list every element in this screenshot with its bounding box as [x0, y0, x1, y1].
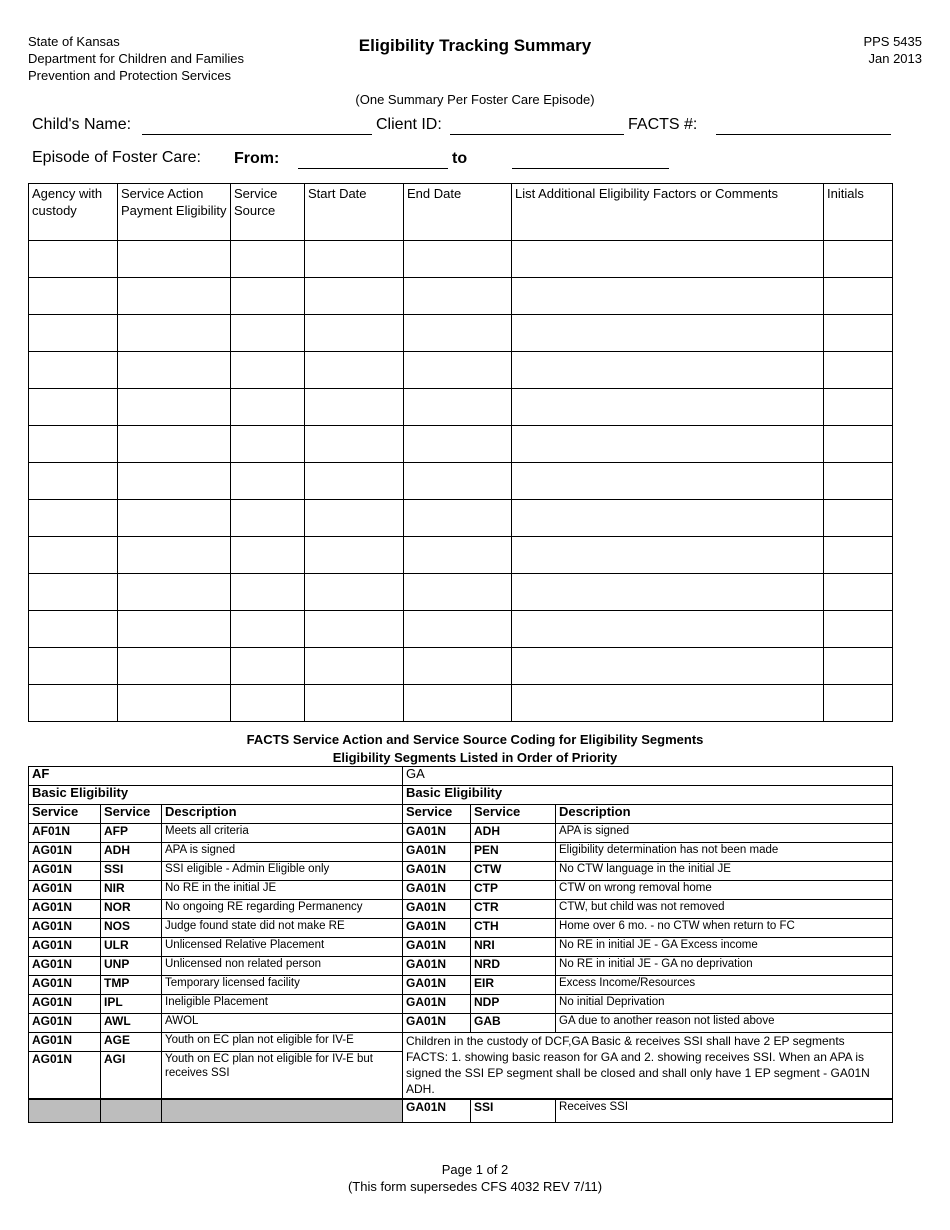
- code-row: [29, 900, 893, 919]
- tracking-cell[interactable]: [824, 648, 893, 685]
- tracking-row: [29, 500, 893, 537]
- af-blank-shaded: [29, 1099, 101, 1123]
- af-service-source: NIR: [101, 881, 162, 900]
- af-service-action: AG01N: [29, 1052, 101, 1100]
- ga-description: APA is signed: [556, 824, 893, 843]
- af-service-source: NOS: [101, 919, 162, 938]
- af-description: SSI eligible - Admin Eligible only: [162, 862, 403, 881]
- code-row: [29, 995, 893, 1014]
- tracking-cell[interactable]: [29, 389, 118, 426]
- ga-ssi-note: Children in the custody of DCF,GA Basic & receives SSI shall have 2 EP segments FACTS: 1. showing basic reason for GA and 2. showing receives SSI. When an APA is signed the SSI EP segment shall be closed and shall only have 1 EP segment - GA01N ADH.: [403, 1033, 893, 1100]
- af-description: No ongoing RE regarding Permanency: [162, 900, 403, 919]
- ga-service-action: GA01N: [403, 1099, 471, 1123]
- af-service-source: NOR: [101, 900, 162, 919]
- tracking-cell[interactable]: [305, 352, 404, 389]
- client-id-label: Client ID:: [376, 116, 442, 133]
- af-service-source: TMP: [101, 976, 162, 995]
- header-start-date: Start Date: [305, 184, 404, 241]
- af-service-action: AG01N: [29, 862, 101, 881]
- tracking-cell[interactable]: [404, 500, 512, 537]
- tracking-cell[interactable]: [231, 500, 305, 537]
- tracking-cell[interactable]: [231, 574, 305, 611]
- header-agency: Agency with custody: [29, 184, 118, 241]
- tracking-cell[interactable]: [404, 685, 512, 722]
- code-row: [29, 881, 893, 900]
- af-description: Temporary licensed facility: [162, 976, 403, 995]
- ga-service-action: GA01N: [403, 881, 471, 900]
- header-comments: List Additional Eligibility Factors or Comments: [512, 184, 824, 241]
- tracking-cell[interactable]: [29, 537, 118, 574]
- tracking-cell[interactable]: [305, 500, 404, 537]
- form-number: PPS 5435: [863, 34, 922, 49]
- header-service-source: Service Source: [231, 184, 305, 241]
- af-description: Ineligible Placement: [162, 995, 403, 1014]
- tracking-cell[interactable]: [305, 574, 404, 611]
- ga-col-service: Service: [471, 805, 556, 824]
- ga-service-action: GA01N: [403, 957, 471, 976]
- tracking-cell[interactable]: [512, 352, 824, 389]
- tracking-cell[interactable]: [305, 537, 404, 574]
- tracking-cell[interactable]: [824, 685, 893, 722]
- ga-service-source: ADH: [471, 824, 556, 843]
- ga-service-action: GA01N: [403, 1014, 471, 1033]
- tracking-cell[interactable]: [118, 315, 231, 352]
- tracking-table: [28, 183, 893, 722]
- code-row: [29, 957, 893, 976]
- tracking-cell[interactable]: [824, 278, 893, 315]
- code-row: [29, 1033, 893, 1052]
- page-number: Page 1 of 2: [441, 1162, 509, 1177]
- tracking-cell[interactable]: [512, 389, 824, 426]
- header-service-action: Service Action Payment Eligibility: [118, 184, 231, 241]
- facts-number-label: FACTS #:: [628, 116, 698, 133]
- tracking-cell[interactable]: [824, 574, 893, 611]
- tracking-cell[interactable]: [824, 315, 893, 352]
- tracking-cell[interactable]: [29, 463, 118, 500]
- tracking-row: [29, 241, 893, 278]
- ga-col-service: Service: [403, 805, 471, 824]
- tracking-row: [29, 685, 893, 722]
- ga-service-source: SSI: [471, 1099, 556, 1123]
- section-subtitle-row: [29, 786, 893, 805]
- tracking-cell[interactable]: [118, 278, 231, 315]
- af-service-action: AG01N: [29, 881, 101, 900]
- af-service-source: ULR: [101, 938, 162, 957]
- episode-label: Episode of Foster Care:: [32, 149, 201, 166]
- tracking-cell[interactable]: [118, 685, 231, 722]
- tracking-cell[interactable]: [118, 389, 231, 426]
- tracking-cell[interactable]: [231, 352, 305, 389]
- af-service-source: SSI: [101, 862, 162, 881]
- tracking-cell[interactable]: [305, 648, 404, 685]
- ga-service-source: CTP: [471, 881, 556, 900]
- tracking-cell[interactable]: [118, 500, 231, 537]
- af-service-source: IPL: [101, 995, 162, 1014]
- tracking-cell[interactable]: [29, 611, 118, 648]
- ga-service-source: GAB: [471, 1014, 556, 1033]
- tracking-cell[interactable]: [512, 278, 824, 315]
- ga-subtitle: Basic Eligibility: [403, 786, 893, 805]
- tracking-cell[interactable]: [231, 426, 305, 463]
- child-name-label: Child's Name:: [32, 116, 132, 133]
- tracking-cell[interactable]: [305, 241, 404, 278]
- tracking-cell[interactable]: [824, 500, 893, 537]
- tracking-cell[interactable]: [118, 241, 231, 278]
- af-description: Unlicensed non related person: [162, 957, 403, 976]
- tracking-cell[interactable]: [29, 278, 118, 315]
- tracking-cell[interactable]: [824, 537, 893, 574]
- ga-description: GA due to another reason not listed above: [556, 1014, 893, 1033]
- tracking-cell[interactable]: [29, 648, 118, 685]
- tracking-row: [29, 611, 893, 648]
- tracking-cell[interactable]: [231, 537, 305, 574]
- tracking-cell[interactable]: [512, 500, 824, 537]
- ga-description: Excess Income/Resources: [556, 976, 893, 995]
- tracking-cell[interactable]: [29, 426, 118, 463]
- tracking-cell[interactable]: [231, 278, 305, 315]
- tracking-cell[interactable]: [231, 611, 305, 648]
- ga-service-action: GA01N: [403, 938, 471, 957]
- tracking-cell[interactable]: [404, 389, 512, 426]
- tracking-cell[interactable]: [404, 648, 512, 685]
- page-title: Eligibility Tracking Summary: [358, 36, 592, 55]
- af-service-action: AG01N: [29, 843, 101, 862]
- af-description: Youth on EC plan not eligible for IV-E: [162, 1033, 403, 1052]
- footer: [0, 1161, 950, 1195]
- tracking-cell[interactable]: [824, 389, 893, 426]
- ga-service-action: GA01N: [403, 919, 471, 938]
- tracking-cell[interactable]: [305, 389, 404, 426]
- ga-service-action: GA01N: [403, 843, 471, 862]
- coding-heading: FACTS Service Action and Service Source Coding for Eligibility Segments: [246, 732, 704, 747]
- af-description: AWOL: [162, 1014, 403, 1033]
- tracking-cell[interactable]: [512, 315, 824, 352]
- af-service-action: AG01N: [29, 957, 101, 976]
- ga-description: Receives SSI: [556, 1099, 893, 1123]
- tracking-cell[interactable]: [512, 241, 824, 278]
- ga-service-action: GA01N: [403, 824, 471, 843]
- ga-title: GA: [403, 767, 893, 786]
- ga-service-source: EIR: [471, 976, 556, 995]
- form-date: Jan 2013: [868, 51, 922, 66]
- af-service-source: AGI: [101, 1052, 162, 1100]
- code-row: [29, 976, 893, 995]
- column-header-row: [29, 805, 893, 824]
- tracking-cell[interactable]: [231, 685, 305, 722]
- af-service-action: AG01N: [29, 900, 101, 919]
- tracking-cell[interactable]: [512, 648, 824, 685]
- tracking-cell[interactable]: [824, 352, 893, 389]
- af-blank-shaded: [162, 1099, 403, 1123]
- af-description: Youth on EC plan not eligible for IV-E but receives SSI: [162, 1052, 403, 1100]
- tracking-cell[interactable]: [29, 685, 118, 722]
- tracking-row: [29, 426, 893, 463]
- coding-subheading: Eligibility Segments Listed in Order of Priority: [332, 750, 618, 765]
- af-service-action: AG01N: [29, 919, 101, 938]
- tracking-cell[interactable]: [305, 611, 404, 648]
- tracking-cell[interactable]: [29, 241, 118, 278]
- af-service-action: AG01N: [29, 1033, 101, 1052]
- ga-service-action: GA01N: [403, 995, 471, 1014]
- tracking-cell[interactable]: [512, 537, 824, 574]
- tracking-cell[interactable]: [824, 611, 893, 648]
- code-row: [29, 824, 893, 843]
- ga-service-source: NRI: [471, 938, 556, 957]
- af-service-source: AFP: [101, 824, 162, 843]
- af-description: Judge found state did not make RE: [162, 919, 403, 938]
- tracking-cell[interactable]: [512, 685, 824, 722]
- tracking-cell[interactable]: [29, 574, 118, 611]
- tracking-cell[interactable]: [118, 352, 231, 389]
- tracking-cell[interactable]: [305, 685, 404, 722]
- tracking-cell[interactable]: [231, 648, 305, 685]
- af-description: Meets all criteria: [162, 824, 403, 843]
- af-description: Unlicensed Relative Placement: [162, 938, 403, 957]
- af-service-action: AG01N: [29, 938, 101, 957]
- code-row: [29, 938, 893, 957]
- tracking-row: [29, 389, 893, 426]
- tracking-cell[interactable]: [231, 463, 305, 500]
- tracking-cell[interactable]: [404, 574, 512, 611]
- supersedes-note: (This form supersedes CFS 4032 REV 7/11): [347, 1179, 603, 1194]
- facts-number-field[interactable]: [716, 134, 891, 135]
- tracking-cell[interactable]: [404, 537, 512, 574]
- ga-service-source: CTR: [471, 900, 556, 919]
- af-col-service: Service: [101, 805, 162, 824]
- section-title-row: [29, 767, 893, 786]
- coding-table: [28, 766, 893, 1123]
- ga-description: No CTW language in the initial JE: [556, 862, 893, 881]
- tracking-cell[interactable]: [512, 426, 824, 463]
- client-id-field[interactable]: [450, 134, 624, 135]
- code-row: [29, 1099, 893, 1123]
- tracking-cell[interactable]: [404, 352, 512, 389]
- ga-description: CTW on wrong removal home: [556, 881, 893, 900]
- af-col-service: Service: [29, 805, 101, 824]
- agency-line: Prevention and Protection Services: [28, 68, 232, 83]
- tracking-cell[interactable]: [29, 352, 118, 389]
- ga-service-source: NDP: [471, 995, 556, 1014]
- tracking-cell[interactable]: [404, 315, 512, 352]
- code-row: [29, 1014, 893, 1033]
- ga-service-action: GA01N: [403, 862, 471, 881]
- af-service-action: AG01N: [29, 976, 101, 995]
- tracking-cell[interactable]: [29, 315, 118, 352]
- tracking-cell[interactable]: [404, 241, 512, 278]
- ga-service-source: CTH: [471, 919, 556, 938]
- af-title: AF: [29, 767, 403, 786]
- form-number-block: [863, 33, 922, 67]
- to-label: to: [452, 150, 468, 167]
- tracking-cell[interactable]: [231, 389, 305, 426]
- tracking-cell[interactable]: [512, 611, 824, 648]
- tracking-cell[interactable]: [824, 241, 893, 278]
- af-blank-shaded: [101, 1099, 162, 1123]
- tracking-row: [29, 315, 893, 352]
- tracking-cell[interactable]: [512, 574, 824, 611]
- ga-col-description: Description: [556, 805, 893, 824]
- header-end-date: End Date: [404, 184, 512, 241]
- tracking-cell[interactable]: [118, 463, 231, 500]
- af-service-source: AWL: [101, 1014, 162, 1033]
- af-subtitle: Basic Eligibility: [29, 786, 403, 805]
- af-service-source: UNP: [101, 957, 162, 976]
- tracking-row: [29, 537, 893, 574]
- ga-service-source: CTW: [471, 862, 556, 881]
- tracking-cell[interactable]: [512, 463, 824, 500]
- code-row: [29, 919, 893, 938]
- ga-description: Eligibility determination has not been made: [556, 843, 893, 862]
- code-row: [29, 862, 893, 881]
- tracking-cell[interactable]: [118, 611, 231, 648]
- agency-line: State of Kansas: [28, 34, 120, 49]
- ga-service-source: NRD: [471, 957, 556, 976]
- tracking-row: [29, 648, 893, 685]
- ga-description: CTW, but child was not removed: [556, 900, 893, 919]
- tracking-cell[interactable]: [118, 574, 231, 611]
- agency-line: Department for Children and Families: [28, 51, 245, 66]
- tracking-cell[interactable]: [824, 426, 893, 463]
- af-col-description: Description: [162, 805, 403, 824]
- af-description: APA is signed: [162, 843, 403, 862]
- af-service-action: AG01N: [29, 1014, 101, 1033]
- ga-service-source: PEN: [471, 843, 556, 862]
- ga-description: Home over 6 mo. - no CTW when return to FC: [556, 919, 893, 938]
- tracking-row: [29, 574, 893, 611]
- from-label: From:: [234, 150, 280, 167]
- tracking-row: [29, 352, 893, 389]
- af-service-action: AG01N: [29, 995, 101, 1014]
- af-service-action: AF01N: [29, 824, 101, 843]
- tracking-cell[interactable]: [118, 537, 231, 574]
- af-description: No RE in the initial JE: [162, 881, 403, 900]
- tracking-row: [29, 278, 893, 315]
- tracking-cell[interactable]: [118, 648, 231, 685]
- tracking-cell[interactable]: [404, 426, 512, 463]
- tracking-cell[interactable]: [404, 463, 512, 500]
- tracking-cell[interactable]: [231, 315, 305, 352]
- child-name-field[interactable]: [142, 134, 372, 135]
- af-service-source: AGE: [101, 1033, 162, 1052]
- tracking-cell[interactable]: [305, 278, 404, 315]
- to-date-field[interactable]: [512, 168, 669, 169]
- tracking-cell[interactable]: [118, 426, 231, 463]
- tracking-cell[interactable]: [824, 463, 893, 500]
- tracking-cell[interactable]: [231, 241, 305, 278]
- ga-description: No RE in initial JE - GA no deprivation: [556, 957, 893, 976]
- ga-description: No initial Deprivation: [556, 995, 893, 1014]
- code-row: [29, 843, 893, 862]
- ga-description: No RE in initial JE - GA Excess income: [556, 938, 893, 957]
- ga-service-action: GA01N: [403, 900, 471, 919]
- tracking-cell[interactable]: [404, 611, 512, 648]
- tracking-header-row: [29, 184, 893, 241]
- ga-service-action: GA01N: [403, 976, 471, 995]
- tracking-cell[interactable]: [29, 500, 118, 537]
- header-initials: Initials: [824, 184, 893, 241]
- form-subtitle: (One Summary Per Foster Care Episode): [355, 92, 595, 107]
- tracking-cell[interactable]: [404, 278, 512, 315]
- tracking-row: [29, 463, 893, 500]
- af-service-source: ADH: [101, 843, 162, 862]
- tracking-cell[interactable]: [305, 426, 404, 463]
- tracking-cell[interactable]: [305, 315, 404, 352]
- from-date-field[interactable]: [298, 168, 448, 169]
- tracking-cell[interactable]: [305, 463, 404, 500]
